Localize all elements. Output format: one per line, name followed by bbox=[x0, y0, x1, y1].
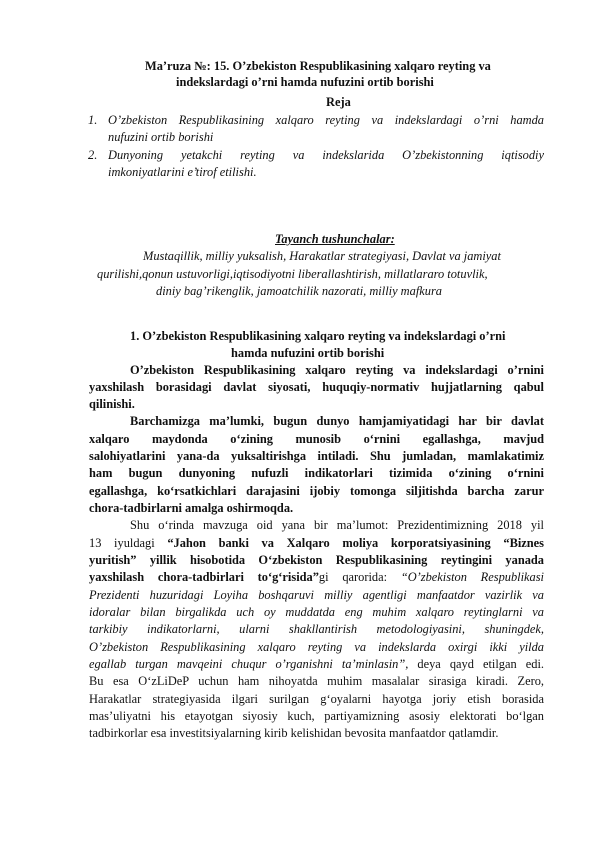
paragraph-3-line: tadbirkorlar esa investitsiyalarning kirib kelishidan bevosita manfaatdor qatlamdir. bbox=[89, 726, 499, 740]
plan-item-number: 2. bbox=[88, 148, 98, 162]
lecture-title-line-1: Ma’ruza №: 15. O’zbekiston Respublikasining xalqaro reyting va bbox=[145, 59, 491, 73]
paragraph-1-line: O’zbekiston Respublikasining xalqaro reyting va indekslardagi o’rnini bbox=[130, 363, 544, 377]
paragraph-3-line bbox=[89, 570, 544, 585]
paragraph-1-line: yaxshilash borasidagi davlat siyosati, huquqiy-normativ hujjatlarning qabul bbox=[89, 380, 544, 394]
plan-item-1-line-2: nufuzini ortib borishi bbox=[108, 130, 214, 144]
concepts-heading: Tayanch tushunchalar: bbox=[275, 232, 395, 246]
concepts-line-2: qurilishi,qonun ustuvorligi,iqtisodiyotni liberallashtirish, millatlararo totuvlik, bbox=[97, 267, 488, 281]
paragraph-3-italic-text: egallab turgan mavqeini chuqur o’rganishni ta’minlasin”, bbox=[89, 657, 409, 671]
plan-item-2-line-1: Dunyoning yetakchi reyting va indekslarida O’zbekistonning iqtisodiy bbox=[108, 148, 544, 162]
paragraph-2-line: xalqaro maydonda o‘zining munosib o‘rnini egallashga, mavjud bbox=[89, 432, 544, 446]
paragraph-3-line: Prezidenti huzuridagi Loyiha boshqaruvi milliy agentligi manfaatdor vazirlik va bbox=[89, 588, 544, 602]
plan-item-number: 1. bbox=[88, 113, 98, 127]
concepts-line-3: diniy bag’rikenglik, jamoatchilik nazorati, milliy mafkura bbox=[156, 284, 442, 298]
paragraph-3-text: gi qarorida: bbox=[318, 570, 401, 584]
plan-heading: Reja bbox=[326, 95, 351, 109]
plan-item-1-line-1: O’zbekiston Respublikasining xalqaro reyting va indekslardagi o’rni hamda bbox=[108, 113, 544, 127]
paragraph-3-italic-text: “O’zbekiston Respublikasi bbox=[400, 570, 544, 584]
section-heading-line-1: 1. O’zbekiston Respublikasining xalqaro reyting va indekslardagi o’rni bbox=[130, 329, 506, 343]
paragraph-2-line: ham bugun dunyoning nufuzli indikatorlari tizimida o‘zining o‘rnini bbox=[89, 466, 544, 480]
section-heading-line-2: hamda nufuzini ortib borishi bbox=[231, 346, 385, 360]
paragraph-2-line: egallashga, ko‘rsatkichlari darajasini ijobiy tomonga siljitishda barcha zarur bbox=[89, 484, 544, 498]
concepts-line-1: Mustaqillik, milliy yuksalish, Harakatlar strategiyasi, Davlat va jamiyat bbox=[143, 249, 501, 263]
paragraph-3-line bbox=[89, 536, 544, 551]
paragraph-2-line: chora-tadbirlarni amalga oshirmoqda. bbox=[89, 501, 294, 515]
paragraph-3-line: tarkibiy indikatorlarni, ularni shakllantirish metodologiyasini, shuningdek, bbox=[89, 622, 544, 636]
paragraph-3-bold-text: yaxshilash chora-tadbirlari to‘g‘risida” bbox=[89, 570, 319, 584]
paragraph-3-text: 13 iyuldagi bbox=[89, 536, 168, 550]
paragraph-3-line bbox=[89, 657, 544, 672]
paragraph-3-line: yuritish” yillik hisobotida O‘zbekiston Respublikasining reytingini yanada bbox=[89, 553, 544, 567]
plan-item-2-line-2: imkoniyatlarini e’tirof etilishi. bbox=[108, 165, 257, 179]
lecture-title-line-2: indekslardagi o’rni hamda nufuzini ortib borishi bbox=[176, 75, 434, 89]
paragraph-2-line: salohiyatlarini yana-da yuksaltirishga intiladi. Shu jumladan, mamlakatimiz bbox=[89, 449, 544, 463]
paragraph-3-line: O’zbekiston Respublikasining xalqaro reyting va indekslarda oxirgi ikki yilda bbox=[89, 640, 544, 654]
paragraph-2-line: Barchamizga ma’lumki, bugun dunyo hamjamiyatidagi har bir davlat bbox=[130, 414, 544, 428]
paragraph-3-line: idoralar bilan birgalikda uch oy muddatda eng muhim xalqaro reytinglarni va bbox=[89, 605, 544, 619]
paragraph-3-bold-text: “Jahon banki va Xalqaro moliya korporatsiyasining “Biznes bbox=[167, 536, 544, 550]
paragraph-3-text: deya qayd etilgan edi. bbox=[408, 657, 544, 671]
paragraph-1-line: qilinishi. bbox=[89, 397, 135, 411]
paragraph-3-line: Harakatlar strategiyasida ilgari surilgan g‘oyalarni hayotga joriy etish borasida bbox=[89, 692, 544, 706]
paragraph-3-line: Bu esa O‘zLiDeP uchun ham nihoyatda muhim masalalar sirasiga kiradi. Zero, bbox=[89, 674, 544, 688]
paragraph-3-line: mas’uliyatni his etayotgan siyosiy kuch, partiyamizning asosiy elektorati bo‘lgan bbox=[89, 709, 544, 723]
paragraph-3-line: Shu o‘rinda mavzuga oid yana bir ma’lumot: Prezidentimizning 2018 yil bbox=[130, 518, 544, 532]
